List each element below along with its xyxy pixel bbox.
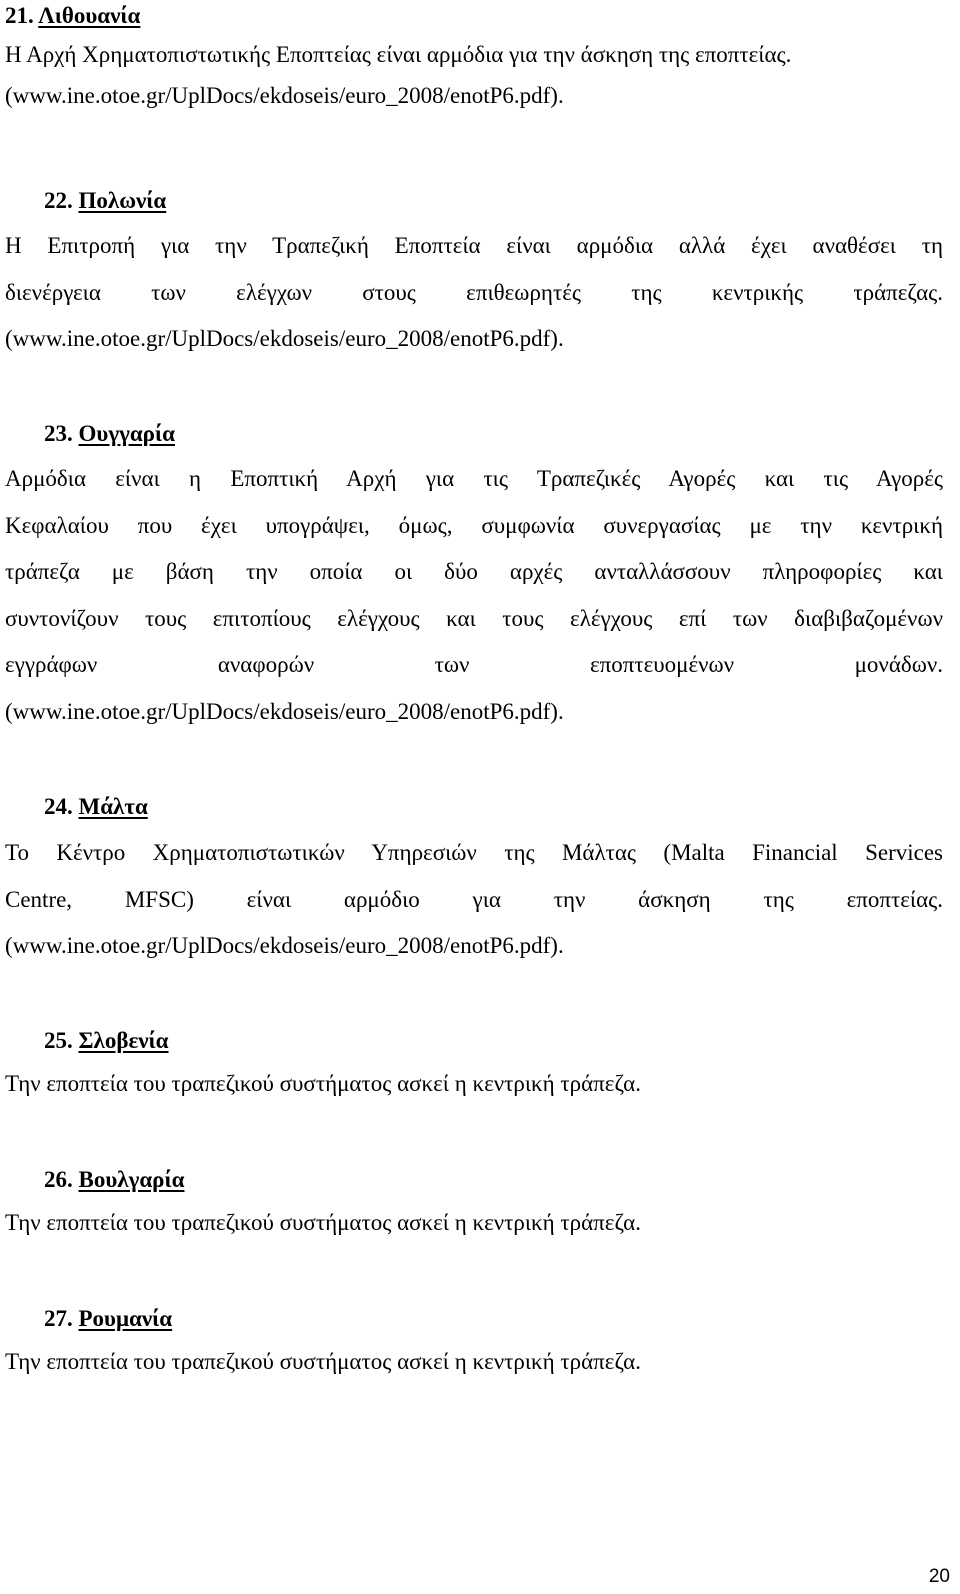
section-heading (5, 1304, 943, 1334)
source-link-text: (www.ine.otoe.gr/UplDocs/ekdoseis/euro_2008/enotP6.pdf). (5, 698, 564, 724)
body-line: Το Κέντρο Χρηματοπιστωτικών Υπηρεσιών της Μάλτας (Malta Financial Services (5, 840, 943, 865)
section-number: 25. (44, 1028, 73, 1053)
section-title: Πολωνία (78, 188, 167, 213)
section-title: Σλοβενία (78, 1028, 169, 1053)
body-line: τράπεζα με βάση την οποία οι δύο αρχές ανταλλάσσουν πληροφορίες και (5, 559, 943, 584)
section-title: Ρουμανία (78, 1306, 173, 1331)
section-number: 21. (5, 3, 34, 28)
section-heading (5, 419, 943, 449)
body-line: συντονίζουν τους επιτοπίους ελέγχους και τους ελέγχους επί των διαβιβαζομένων (5, 605, 943, 631)
section-number: 24. (44, 794, 73, 819)
section-hungary (5, 419, 943, 735)
body-line: Την εποπτεία του τραπεζικού συστήματος ασκεί η κεντρική τράπεζα. (5, 1210, 641, 1235)
body-line: Την εποπτεία του τραπεζικού συστήματος ασκεί η κεντρική τράπεζα. (5, 1071, 641, 1096)
section-body (5, 1339, 943, 1386)
section-title: Ουγγαρία (78, 421, 175, 446)
page-number: 20 (928, 1566, 950, 1587)
section-heading (5, 1026, 943, 1056)
section-bulgaria (5, 1165, 943, 1247)
section-number: 23. (44, 421, 73, 446)
section-heading (5, 1, 943, 31)
source-link-text: (www.ine.otoe.gr/UplDocs/ekdoseis/euro_2008/enotP6.pdf). (5, 83, 564, 108)
body-line: Η Επιτροπή για την Τραπεζική Εποπτεία είναι αρμόδια αλλά έχει αναθέσει τη (5, 233, 943, 258)
section-body (5, 37, 943, 119)
section-body (5, 1061, 943, 1108)
section-heading (5, 1165, 943, 1195)
section-title: Βουλγαρία (78, 1167, 185, 1192)
section-body (5, 456, 943, 735)
section-malta (5, 792, 943, 970)
section-lithuania (5, 1, 943, 119)
section-heading (5, 792, 943, 822)
section-title: Λιθουανία (38, 3, 141, 28)
body-line: Η Αρχή Χρηματοπιστωτικής Εποπτείας είναι αρμόδια για την άσκηση της εποπτείας. (5, 42, 792, 67)
section-heading (5, 186, 943, 216)
source-link-text: (www.ine.otoe.gr/UplDocs/ekdoseis/euro_2008/enotP6.pdf). (5, 326, 564, 351)
section-romania (5, 1304, 943, 1386)
body-line: διενέργεια των ελέγχων στους επιθεωρητές της κεντρικής τράπεζας. (5, 279, 943, 305)
body-line: Centre, MFSC) είναι αρμόδιο για την άσκηση της εποπτείας. (5, 886, 943, 912)
section-poland (5, 186, 943, 363)
section-number: 26. (44, 1167, 73, 1192)
body-line: Κεφαλαίου που έχει υπογράψει, όμως, συμφωνία συνεργασίας με την κεντρική (5, 512, 943, 538)
section-title: Μάλτα (78, 794, 148, 819)
body-line: Αρμόδια είναι η Εποπτική Αρχή για τις Τραπεζικές Αγορές και τις Αγορές (5, 466, 943, 491)
source-link-text: (www.ine.otoe.gr/UplDocs/ekdoseis/euro_2008/enotP6.pdf). (5, 933, 564, 958)
body-line: εγγράφων αναφορών των εποπτευομένων μονάδων. (5, 652, 943, 677)
section-slovenia (5, 1026, 943, 1108)
section-number: 22. (44, 188, 73, 213)
section-body (5, 223, 943, 363)
section-body (5, 1200, 943, 1247)
section-number: 27. (44, 1306, 73, 1331)
body-line: Την εποπτεία του τραπεζικού συστήματος ασκεί η κεντρική τράπεζα. (5, 1349, 641, 1374)
document-page (5, 0, 943, 1594)
section-body (5, 830, 943, 970)
